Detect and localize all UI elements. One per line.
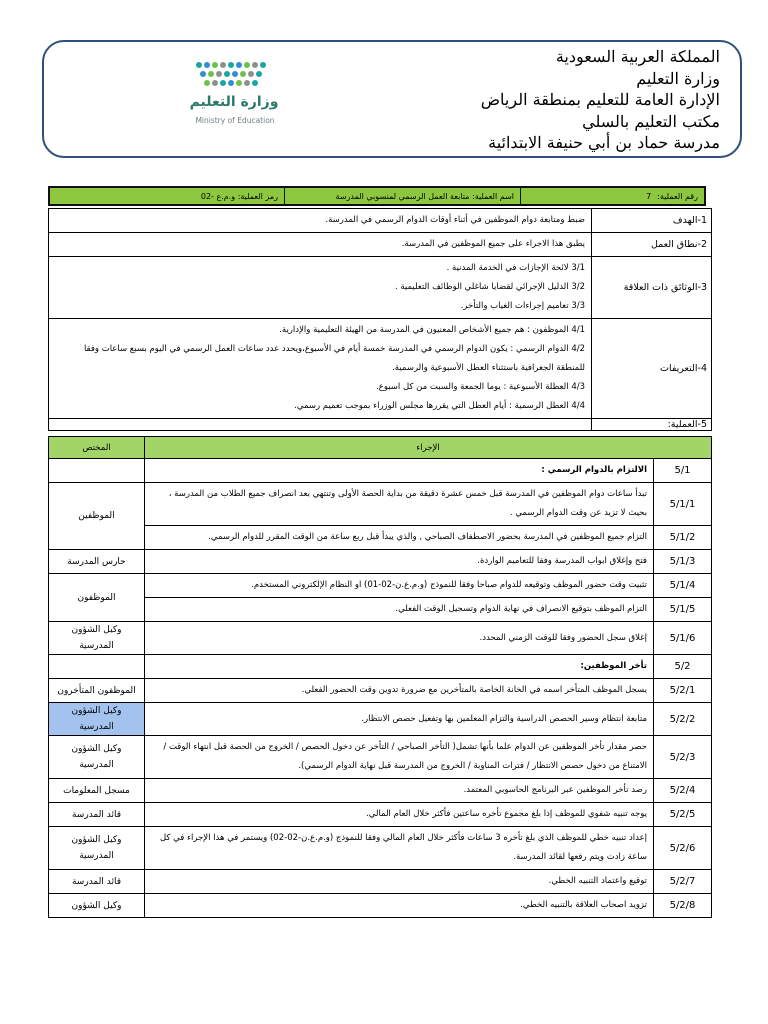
definition-label: 5-العملية: bbox=[592, 419, 712, 431]
definition-value bbox=[49, 209, 592, 233]
process-row bbox=[49, 779, 712, 803]
logo-dot bbox=[220, 62, 226, 68]
process-responsible: وكيل الشؤون المدرسية bbox=[49, 622, 145, 655]
logo-dot bbox=[220, 80, 226, 86]
process-row bbox=[49, 679, 712, 703]
logo-dot bbox=[252, 62, 258, 68]
process-responsible: وكيل الشؤون المدرسية bbox=[49, 827, 145, 870]
header-line-4: مكتب التعليم بالسلي bbox=[582, 111, 720, 131]
header-line-1: المملكة العربية السعودية bbox=[555, 47, 720, 66]
letterhead bbox=[42, 40, 742, 158]
definition-row bbox=[49, 233, 712, 257]
logo-arabic-text: وزارة التعليم bbox=[189, 94, 279, 110]
process-number: 5/1/4 bbox=[654, 574, 712, 598]
process-number: 5/2/6 bbox=[654, 827, 712, 870]
logo-dot bbox=[208, 71, 214, 77]
process-action: يوجه تنبيه شفوي للموظف إذا بلغ مجموع تأخره ساعتين فأكثر خلال العام المالي. bbox=[145, 803, 654, 827]
logo-dots-icon bbox=[196, 62, 272, 92]
definition-value bbox=[49, 419, 592, 431]
logo-dot bbox=[196, 62, 202, 68]
logo-dot bbox=[212, 80, 218, 86]
process-row bbox=[49, 483, 712, 526]
logo-dot bbox=[232, 71, 238, 77]
process-action: التزام جميع الموظفين في المدرسة بحضور الاصطفاف الصباحي , والذي يبدأ قبل ربع ساعة من الوقت المقرر للدوام الرسمي. bbox=[145, 526, 654, 550]
definition-line: يطبق هذا الاجراء على جميع الموظفين في المدرسة. bbox=[401, 239, 585, 249]
process-responsible: مسجل المعلومات bbox=[49, 779, 145, 803]
logo-dot bbox=[240, 71, 246, 77]
operation-code: رمز العملية: و.م.ع -02 bbox=[200, 191, 278, 201]
process-number: 5/1 bbox=[654, 459, 712, 483]
process-responsible: الموظفين bbox=[49, 483, 145, 550]
operation-bar bbox=[48, 186, 706, 206]
operation-number-cell bbox=[520, 188, 704, 204]
definition-line: 4/4 العطل الرسمية : أيام العطل التي يقررها مجلس الوزراء بموجب تعميم رسمي. bbox=[294, 401, 585, 411]
definition-line: 4/3 العطلة الأسبوعية : يوما الجمعة والسبت من كل اسبوع. bbox=[376, 382, 585, 392]
definition-row bbox=[49, 319, 712, 419]
operation-name-cell bbox=[284, 188, 520, 204]
logo-dot bbox=[204, 80, 210, 86]
logo-dot bbox=[244, 80, 250, 86]
procedure-header: الإجراء bbox=[145, 437, 712, 459]
logo-dot bbox=[236, 62, 242, 68]
logo-dot bbox=[228, 80, 234, 86]
responsible-header: المختص bbox=[49, 437, 145, 459]
process-number: 5/2 bbox=[654, 655, 712, 679]
definition-label: 1-الهدف bbox=[592, 209, 712, 233]
definition-label: 4-التعريفات bbox=[592, 319, 712, 419]
definition-value bbox=[49, 233, 592, 257]
process-row bbox=[49, 894, 712, 918]
process-number: 5/2/4 bbox=[654, 779, 712, 803]
process-table bbox=[48, 436, 712, 918]
logo-dot bbox=[228, 62, 234, 68]
process-action: رصد تأخر الموظفين عبر البرنامج الحاسوبي المعتمد. bbox=[145, 779, 654, 803]
process-responsible: قائد المدرسة bbox=[49, 870, 145, 894]
process-action: متابعة انتظام وسير الحصص الدراسية والتزام المعلمين بها وتفعيل حصص الانتظار. bbox=[145, 703, 654, 736]
process-number: 5/1/3 bbox=[654, 550, 712, 574]
process-responsible: حارس المدرسة bbox=[49, 550, 145, 574]
logo-dot bbox=[244, 62, 250, 68]
definition-value bbox=[49, 257, 592, 319]
process-responsible bbox=[49, 459, 145, 483]
process-number: 5/2/7 bbox=[654, 870, 712, 894]
logo-dot bbox=[212, 62, 218, 68]
logo-english-text: Ministry of Education bbox=[195, 116, 275, 125]
process-number: 5/2/8 bbox=[654, 894, 712, 918]
definition-line: 4/1 الموظفون : هم جميع الأشخاص المعنيون في المدرسة من الهيئة التعليمية والإدارية. bbox=[279, 325, 585, 335]
process-row bbox=[49, 870, 712, 894]
process-action: تثبيت وقت حضور الموظف وتوقيعه للدوام صباحا وفقا للنموذج (و.م.ع.ن-02-01) او النظام الإلكتروني المستخدم. bbox=[145, 574, 654, 598]
logo-dot bbox=[236, 80, 242, 86]
process-action: التزام الموظف بتوقيع الانصراف في نهاية الدوام وتسجيل الوقت الفعلي. bbox=[145, 598, 654, 622]
definition-line: 3/1 لائحة الإجازات في الخدمة المدنية . bbox=[446, 263, 585, 273]
ministry-logo bbox=[184, 62, 284, 140]
process-number: 5/2/2 bbox=[654, 703, 712, 736]
logo-dot bbox=[252, 80, 258, 86]
process-row bbox=[49, 703, 712, 736]
process-action: تأخر الموظفين: bbox=[145, 655, 654, 679]
process-responsible: الموظفون bbox=[49, 574, 145, 622]
logo-dot bbox=[224, 71, 230, 77]
definition-row bbox=[49, 419, 712, 431]
definition-line: ضبط ومتابعة دوام الموظفين في أثناء أوقات الدوام الرسمي في المدرسة. bbox=[325, 215, 585, 225]
definition-label: 3-الوثائق ذات العلاقة bbox=[592, 257, 712, 319]
process-responsible: قائد المدرسة bbox=[49, 803, 145, 827]
header-line-2: وزارة التعليم bbox=[636, 68, 720, 88]
process-action: إغلاق سجل الحضور وفقا للوقت الزمني المحدد. bbox=[145, 622, 654, 655]
operation-number-value: 7 bbox=[646, 191, 652, 201]
process-row bbox=[49, 803, 712, 827]
process-row bbox=[49, 598, 712, 622]
process-row bbox=[49, 459, 712, 483]
process-action: الالتزام بالدوام الرسمي : bbox=[145, 459, 654, 483]
process-row bbox=[49, 655, 712, 679]
logo-dot bbox=[200, 71, 206, 77]
definition-line: 4/2 الدوام الرسمي : يكون الدوام الرسمي في المدرسة خمسة أيام في الأسبوع،ويحدد عدد ساعات العمل الرسمي في اليوم بسبع ساعات وفقا للمنطقة الجغرافية باستثناء العطل الأسبوعية والرسمية. bbox=[83, 344, 585, 373]
definition-row bbox=[49, 257, 712, 319]
header-line-3: الإدارة العامة للتعليم بمنطقة الرياض bbox=[480, 90, 720, 109]
process-row bbox=[49, 622, 712, 655]
process-row bbox=[49, 574, 712, 598]
process-action: يسجل الموظف المتأخر اسمه في الخانة الخاصة بالمتأخرين مع ضرورة تدوين وقت الحضور الفعلي. bbox=[145, 679, 654, 703]
process-responsible: وكيل الشؤون bbox=[49, 894, 145, 918]
process-action: تبدأ ساعات دوام الموظفين في المدرسة قبل خمس عشرة دقيقة من بداية الحصة الأولى وتنتهي بعد انصراف جميع الطلاب من المدرسة ، بحيث لا تزيد عن وقت الدوام الرسمي . bbox=[145, 483, 654, 526]
logo-dot bbox=[248, 71, 254, 77]
process-responsible bbox=[49, 655, 145, 679]
process-action: تزويد اصحاب العلاقة بالتنبيه الخطي. bbox=[145, 894, 654, 918]
process-header-row bbox=[49, 437, 712, 459]
definition-line: 3/3 تعاميم إجراءات الغياب والتأخر. bbox=[460, 301, 585, 311]
logo-dot bbox=[204, 62, 210, 68]
process-number: 5/2/1 bbox=[654, 679, 712, 703]
operation-number-label: رقم العملية: bbox=[657, 191, 698, 201]
process-number: 5/1/5 bbox=[654, 598, 712, 622]
logo-dot bbox=[216, 71, 222, 77]
process-number: 5/1/6 bbox=[654, 622, 712, 655]
process-row bbox=[49, 736, 712, 779]
process-row bbox=[49, 526, 712, 550]
definition-value bbox=[49, 319, 592, 419]
process-action: حصر مقدار تأخر الموظفين عن الدوام علما بأنها تشمل( التأخر الصباحي / التأخر عن دخول الحصص / الخروج من الحصة قبل انتهاء الوقت / الامتناع من دخول حصص الانتظار / فترات المناوبة / الخروج من المدرسة قبل نهاية الدوام الرسمي). bbox=[145, 736, 654, 779]
operation-code-cell bbox=[50, 188, 284, 204]
process-action: إعداد تنبيه خطي للموظف الذي بلغ تأخره 3 ساعات فأكثر خلال العام المالي وفقا للنموذج (و.م.ع.ن-02-02) ويستمر في هذا الإجراء في كل ساعة زادت ويتم رفعها لقائد المدرسة. bbox=[145, 827, 654, 870]
process-responsible: الموظفون المتأخرون bbox=[49, 679, 145, 703]
process-row bbox=[49, 827, 712, 870]
letterhead-lines bbox=[481, 46, 720, 154]
operation-name: اسم العملية: متابعة العمل الرسمي لمنسوبي المدرسة bbox=[335, 191, 514, 201]
process-number: 5/2/3 bbox=[654, 736, 712, 779]
definition-line: 3/2 الدليل الإجرائي لقضايا شاغلي الوظائف التعليمية . bbox=[394, 282, 585, 292]
logo-dot bbox=[260, 62, 266, 68]
process-action: فتح وإغلاق ابواب المدرسة وفقا للتعاميم الواردة. bbox=[145, 550, 654, 574]
logo-dot bbox=[256, 71, 262, 77]
process-action: توقيع واعتماد التنبيه الخطي. bbox=[145, 870, 654, 894]
definition-row bbox=[49, 209, 712, 233]
definition-label: 2-نطاق العمل bbox=[592, 233, 712, 257]
process-row bbox=[49, 550, 712, 574]
process-responsible: وكيل الشؤون المدرسية bbox=[49, 736, 145, 779]
process-number: 5/1/2 bbox=[654, 526, 712, 550]
header-line-5: مدرسة حماد بن أبي حنيفة الابتدائية bbox=[488, 133, 720, 152]
process-responsible: وكيل الشؤون المدرسية bbox=[49, 703, 145, 736]
process-number: 5/2/5 bbox=[654, 803, 712, 827]
process-number: 5/1/1 bbox=[654, 483, 712, 526]
definitions-table bbox=[48, 208, 712, 431]
